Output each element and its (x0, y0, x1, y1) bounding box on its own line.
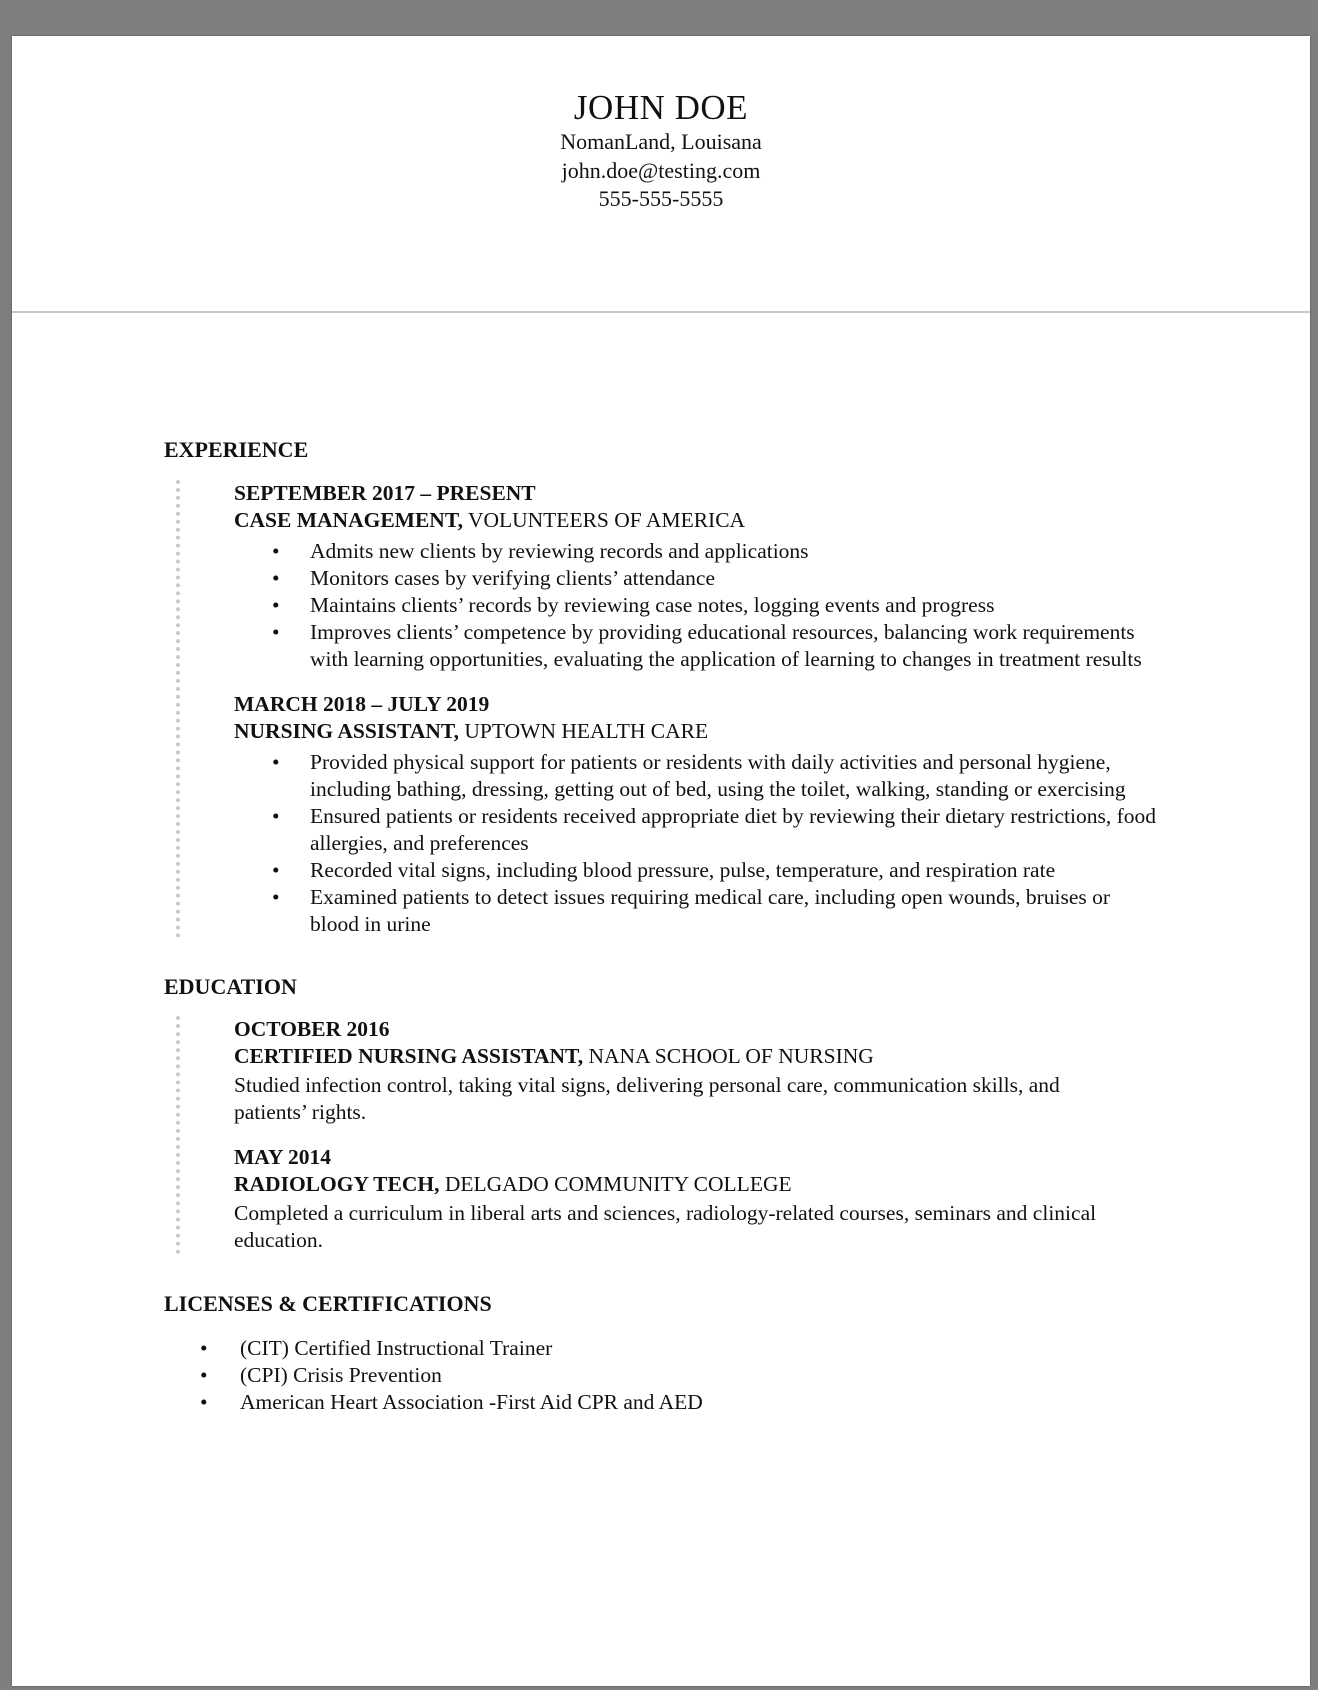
entry-organization: NANA SCHOOL OF NURSING (583, 1044, 874, 1068)
entry-date: OCTOBER 2016 (234, 1017, 390, 1041)
list-item: • Examined patients to detect issues requiring medical care, including open wounds, bruises or blood in urine (234, 884, 1164, 938)
entry-description: Completed a curriculum in liberal arts and sciences, radiology-related courses, seminars and clinical education. (234, 1201, 1097, 1252)
entry-date: MARCH 2018 – JULY 2019 (234, 692, 490, 716)
list-item: • Improves clients’ competence by providing educational resources, balancing work requirements with learning opportunities, evaluating the application of learning to changes in treatment results (234, 619, 1164, 673)
education-heading: EDUCATION (164, 974, 297, 999)
candidate-phone: 555-555-5555 (598, 186, 724, 211)
entry-role: NURSING ASSISTANT, (234, 719, 460, 743)
entry-title (234, 1171, 1164, 1198)
entry-organization: UPTOWN HEALTH CARE (459, 719, 709, 743)
list-item: • Monitors cases by verifying clients’ attendance (234, 565, 1164, 592)
experience-entries (164, 480, 1164, 938)
entry-date: SEPTEMBER 2017 – PRESENT (234, 481, 536, 505)
resume-body (164, 436, 1164, 1416)
entry-organization: VOLUNTEERS OF AMERICA (462, 508, 746, 532)
list-item: • Maintains clients’ records by reviewing case notes, logging events and progress (234, 592, 1164, 619)
candidate-name: JOHN DOE (573, 88, 749, 127)
entry-description: Studied infection control, taking vital signs, delivering personal care, communication skills, and patients’ rights. (234, 1073, 1060, 1124)
list-item: • Admits new clients by reviewing records and applications (234, 538, 1164, 565)
entry-organization: DELGADO COMMUNITY COLLEGE (439, 1172, 792, 1196)
list-item: • Provided physical support for patients or residents with daily activities and personal hygiene, including bathing, dressing, getting out of bed, using the toilet, walking, standing or exercising (234, 749, 1164, 803)
experience-entry (234, 691, 1164, 938)
entry-date: MAY 2014 (234, 1145, 331, 1169)
resume-page (12, 36, 1310, 1686)
entry-title (234, 507, 1164, 534)
education-entry (234, 1144, 1164, 1254)
licenses-heading: LICENSES & CERTIFICATIONS (164, 1291, 492, 1316)
entry-bullet-list (234, 749, 1164, 938)
list-item: • American Heart Association -First Aid CPR and AED (164, 1389, 1164, 1416)
experience-entry (234, 480, 1164, 673)
list-item: • (CIT) Certified Instructional Trainer (164, 1335, 1164, 1362)
candidate-email: john.doe@testing.com (561, 157, 761, 183)
entry-title (234, 718, 1164, 745)
entry-role: RADIOLOGY TECH, (234, 1172, 440, 1196)
entry-title (234, 1043, 1164, 1070)
education-entry (234, 1016, 1164, 1126)
certifications-list (164, 1335, 1164, 1416)
resume-header (12, 88, 1310, 214)
education-entries (164, 1016, 1164, 1254)
list-item: • Ensured patients or residents received appropriate diet by reviewing their dietary restrictions, food allergies, and preferences (234, 803, 1164, 857)
list-item: • Recorded vital signs, including blood pressure, pulse, temperature, and respiration rate (234, 857, 1164, 884)
list-item: • (CPI) Crisis Prevention (164, 1362, 1164, 1389)
entry-bullet-list (234, 538, 1164, 673)
candidate-location: NomanLand, Louisana (560, 129, 762, 154)
entry-role: CASE MANAGEMENT, (234, 508, 463, 532)
entry-role: CERTIFIED NURSING ASSISTANT, (234, 1044, 584, 1068)
header-divider (12, 311, 1310, 313)
experience-heading: EXPERIENCE (164, 437, 309, 462)
